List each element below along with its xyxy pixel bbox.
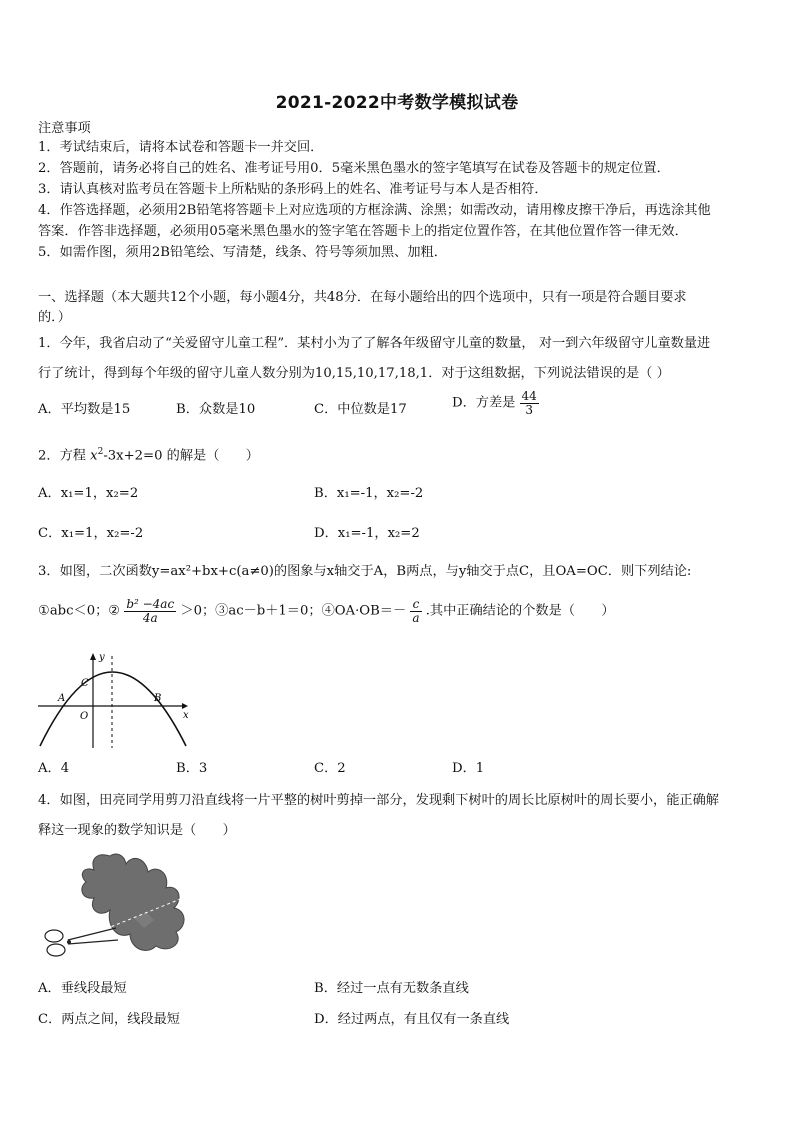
- scissor-blade: [68, 928, 116, 940]
- fraction-numerator: b² −4ac: [126, 597, 175, 611]
- q2-variable: x: [90, 448, 98, 464]
- section-heading: 一、选择题（本大题共12个小题，每小题4分，共48分．在每小题给出的四个选项中，只有一项是符合题目要求: [38, 290, 687, 305]
- scissor-blade: [68, 940, 118, 944]
- q2-option-c: C．x₁=1，x₂=-2: [38, 526, 144, 541]
- q4-stem-cont: 释这一现象的数学知识是（ ）: [38, 823, 236, 838]
- q3-stem: 3．如图，二次函数y=ax²+bx+c(a≠0)的图象与x轴交于A，B两点，与y轴交于点C，且OA=OC．则下列结论:: [38, 564, 692, 579]
- label-y: y: [99, 652, 105, 663]
- notice-item: 5．如需作图，须用2B铅笔绘、写清楚，线条、符号等须加黑、加粗．: [38, 245, 447, 260]
- q3-option-c: C．2: [314, 761, 346, 776]
- q3-option-d: D．1: [452, 761, 485, 776]
- notice-item: 4．作答选择题，必须用2B铅笔将答题卡上对应选项的方框涂满、涂黑；如需改动，请用橡皮擦干净后，再选涂其他: [38, 203, 711, 218]
- notice-item: 1．考试结束后，请将本试卷和答题卡一并交回．: [38, 140, 324, 155]
- label-c: C: [81, 678, 89, 689]
- q3-option-a: A．4: [38, 761, 70, 776]
- q2-option-a: A．x₁=1，x₂=2: [38, 486, 139, 501]
- q4-option-c: C．两点之间，线段最短: [38, 1012, 180, 1027]
- q1-option-d-label: D．方差是: [452, 395, 516, 411]
- q3-question-tail: .其中正确结论的个数是（ ）: [425, 603, 615, 619]
- scissor-handle: [47, 944, 65, 956]
- q2-stem-lead: 2．方程: [38, 448, 91, 464]
- q4-option-b: B．经过一点有无数条直线: [314, 981, 469, 996]
- notice-item: 2．答题前，请务必将自己的姓名、准考证号用0．5毫米黑色墨水的签字笔填写在试卷及答题卡的规定位置．: [38, 161, 670, 176]
- q3-conclusion-3: ＞0；③ac－b＋1＝0；④OA·OB＝－: [180, 603, 407, 619]
- q3-conclusions: [38, 598, 615, 625]
- label-o: O: [80, 711, 89, 722]
- parabola-curve: [40, 672, 186, 746]
- q2-stem-tail: -3x+2=0 的解是（ ）: [103, 448, 259, 464]
- q3-conclusion-1: ①abc＜0；②: [38, 603, 121, 619]
- label-b: B: [154, 693, 162, 704]
- notice-heading: 注意事项: [38, 121, 91, 136]
- q3-conclusion-2-fraction: [124, 598, 176, 625]
- q2-stem: [38, 443, 259, 465]
- q4-stem: 4．如图，田亮同学用剪刀沿直线将一片平整的树叶剪掉一部分，发现剩下树叶的周长比原树叶的周长要小，能正确解: [38, 793, 719, 808]
- leaf-shape: [82, 854, 184, 950]
- q1-variance-fraction: [520, 390, 539, 417]
- leaf-scissors-figure: [38, 848, 198, 966]
- q2-option-b: B．x₁=-1，x₂=-2: [314, 486, 424, 501]
- scissor-handle: [45, 930, 63, 942]
- parabola-figure: [36, 648, 196, 750]
- notice-item: 答案．作答非选择题，必须用05毫米黑色墨水的签字笔在答题卡上的指定位置作答，在其他位置作答一律无效．: [38, 224, 688, 239]
- label-x: x: [183, 710, 189, 721]
- fraction-numerator: c: [410, 598, 421, 612]
- label-a: A: [58, 693, 66, 704]
- fraction-numerator: 44: [521, 389, 537, 403]
- section-heading-cont: 的．）: [38, 310, 71, 325]
- q3-conclusion-4-fraction: [410, 598, 421, 625]
- q1-stem-cont: 行了统计，得到每个年级的留守儿童人数分别为10,15,10,17,18,1．对于这组数据，下列说法错误的是（ ）: [38, 366, 670, 381]
- fraction-denominator: 4a: [142, 611, 158, 625]
- q3-option-b: B．3: [176, 761, 208, 776]
- q1-option-b: B．众数是10: [176, 402, 256, 417]
- page-title: 2021-2022中考数学模拟试卷: [275, 93, 519, 113]
- fraction-denominator: 3: [525, 403, 533, 417]
- q4-option-d: D．经过两点，有且仅有一条直线: [314, 1012, 510, 1027]
- scissor-pivot: [67, 940, 71, 944]
- fraction-denominator: a: [412, 611, 420, 625]
- q2-option-d: D．x₁=-1，x₂=2: [314, 526, 420, 541]
- notice-item: 3．请认真核对监考员在答题卡上所粘贴的条形码上的姓名、准考证号与本人是否相符．: [38, 182, 548, 197]
- q1-option-c: C．中位数是17: [314, 402, 407, 417]
- q2-exponent: 2: [97, 447, 104, 457]
- x-axis-arrow: [182, 703, 188, 709]
- q1-option-a: A．平均数是15: [38, 402, 131, 417]
- q1-stem: 1．今年，我省启动了“关爱留守儿童工程”．某村小为了了解各年级留守儿童的数量， 对一到六年级留守儿童数量进: [38, 336, 711, 351]
- q1-option-d: [452, 390, 539, 417]
- q4-option-a: A．垂线段最短: [38, 981, 127, 996]
- y-axis-arrow: [90, 653, 96, 660]
